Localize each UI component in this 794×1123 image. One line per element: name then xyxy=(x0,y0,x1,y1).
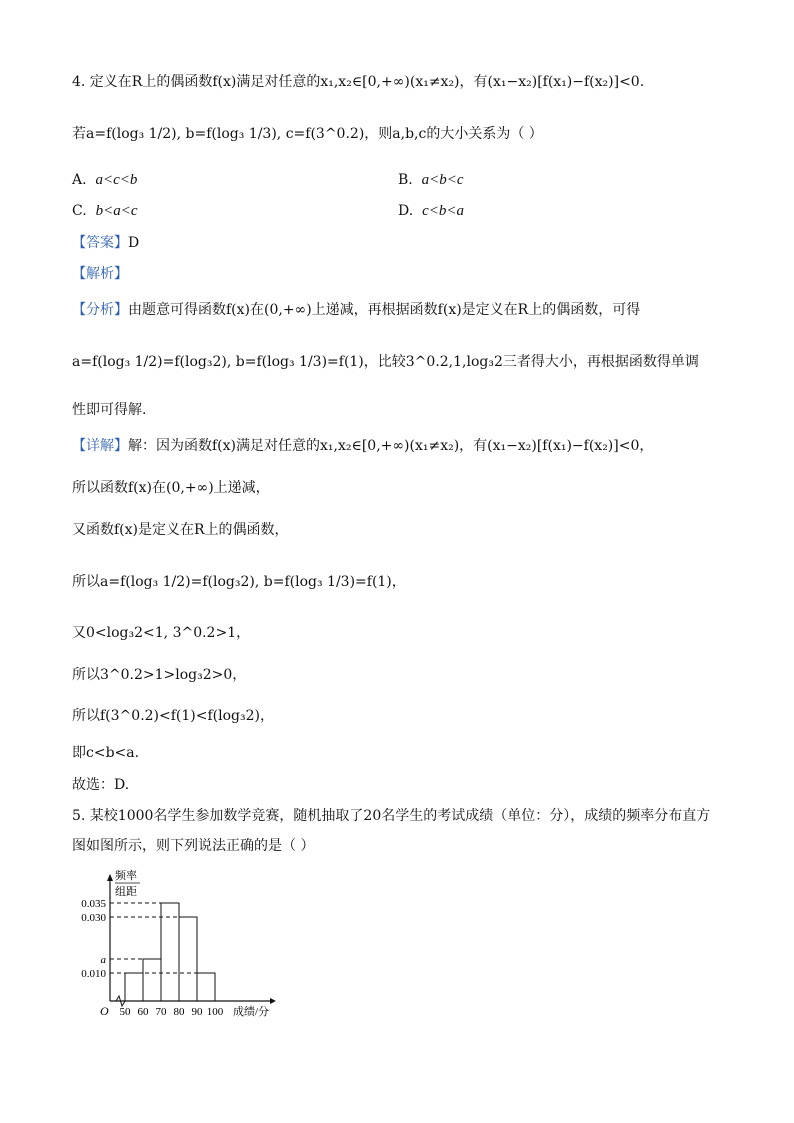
y-axis-label-bottom: 组距 xyxy=(115,886,137,898)
q5-stem-line2: 图如图所示，则下列说法正确的是（ ） xyxy=(72,838,315,854)
option-d-text: c<b<a xyxy=(422,203,464,219)
y-axis-arrow xyxy=(107,874,113,881)
fenxi-tag: 【分析】 xyxy=(72,302,128,318)
fenxi-line3: 性即可得解. xyxy=(72,402,147,418)
detail-line7: 所以f(3^0.2)<f(1)<f(log₃2)， xyxy=(72,708,274,724)
option-a-text: a<c<b xyxy=(95,172,138,188)
q4-stem-line1: 4. 定义在R上的偶函数f(x)满足对任意的x₁,x₂∈[0,+∞)(x₁≠x₂)，有(x₁−x₂)[f(x₁)−f(x₂)]<0. xyxy=(72,74,645,90)
histogram-bar-50-60 xyxy=(125,973,143,1001)
histogram-chart xyxy=(65,865,295,1045)
histogram-bars xyxy=(125,903,215,1001)
option-b xyxy=(398,172,464,189)
y-tick-label: 0.010 xyxy=(81,968,106,980)
conclusion-line: 故选：D. xyxy=(72,777,130,793)
option-c xyxy=(72,203,137,220)
option-d-key: D. xyxy=(398,203,414,219)
histogram-bar-60-70 xyxy=(143,959,161,1001)
y-tick-label: 0.035 xyxy=(81,898,106,910)
detail-line8: 即c<b<a. xyxy=(72,745,140,761)
analysis-line xyxy=(72,264,128,284)
option-c-key: C. xyxy=(72,203,87,219)
origin-label: O xyxy=(100,1004,109,1018)
x-axis-label: 成绩/分 xyxy=(233,1006,270,1018)
x-axis-arrow xyxy=(270,998,276,1004)
detail-line3: 又函数f(x)是定义在R上的偶函数， xyxy=(72,522,289,538)
x-tick-label: 90 xyxy=(191,1006,203,1018)
y-axis-label-top: 频率 xyxy=(115,870,137,882)
detail-tag: 【详解】 xyxy=(72,438,128,454)
detail-line1 xyxy=(72,436,653,456)
histogram-guides xyxy=(110,903,215,973)
fenxi-line2: a=f(log₃ 1/2)=f(log₃2), b=f(log₃ 1/3)=f(1)，比较3^0.2,1,log₃2三者得大小，再根据函数得单调 xyxy=(72,354,699,370)
x-tick-label: 100 xyxy=(206,1006,224,1018)
answer-value: D xyxy=(128,235,140,251)
y-tick-label: a xyxy=(100,954,106,966)
answer-tag: 【答案】 xyxy=(72,235,128,251)
x-tick-label: 60 xyxy=(137,1006,149,1018)
x-tick-label: 80 xyxy=(173,1006,185,1018)
histogram-bar-90-100 xyxy=(197,973,215,1001)
option-d xyxy=(398,203,464,220)
detail-text-1: 解：因为函数f(x)满足对任意的x₁,x₂∈[0,+∞)(x₁≠x₂)，有(x₁−x₂)[f(x₁)−f(x₂)]<0， xyxy=(128,438,654,454)
analysis-tag: 【解析】 xyxy=(72,266,128,282)
q4-stem-line2: 若a=f(log₃ 1/2), b=f(log₃ 1/3), c=f(3^0.2)，则a,b,c的大小关系为（ ） xyxy=(72,126,543,142)
option-a xyxy=(72,172,137,189)
detail-line6: 所以3^0.2>1>log₃2>0， xyxy=(72,667,247,683)
q5-stem-line1: 5. 某校1000名学生参加数学竞赛，随机抽取了20名学生的考试成绩（单位：分），成绩的频率分布直方 xyxy=(72,808,711,824)
option-c-text: b<a<c xyxy=(95,203,138,219)
detail-line5: 又0<log₃2<1, 3^0.2>1， xyxy=(72,625,251,641)
histogram-bar-80-90 xyxy=(179,917,197,1001)
option-b-text: a<b<c xyxy=(421,172,464,188)
histogram-bar-70-80 xyxy=(161,903,179,1001)
detail-line2: 所以函数f(x)在(0,+∞)上递减， xyxy=(72,480,270,496)
y-tick-label: 0.030 xyxy=(81,912,106,924)
x-tick-label: 50 xyxy=(119,1006,131,1018)
fenxi-text-1: 由题意可得函数f(x)在(0,+∞)上递减，再根据函数f(x)是定义在R上的偶函数，可得 xyxy=(128,302,641,318)
fenxi-line1 xyxy=(72,300,640,320)
detail-line4: 所以a=f(log₃ 1/2)=f(log₃2), b=f(log₃ 1/3)=f(1)， xyxy=(72,574,406,590)
answer-line xyxy=(72,233,139,253)
option-b-key: B. xyxy=(398,172,413,188)
option-a-key: A. xyxy=(72,172,87,188)
x-tick-label: 70 xyxy=(155,1006,167,1018)
